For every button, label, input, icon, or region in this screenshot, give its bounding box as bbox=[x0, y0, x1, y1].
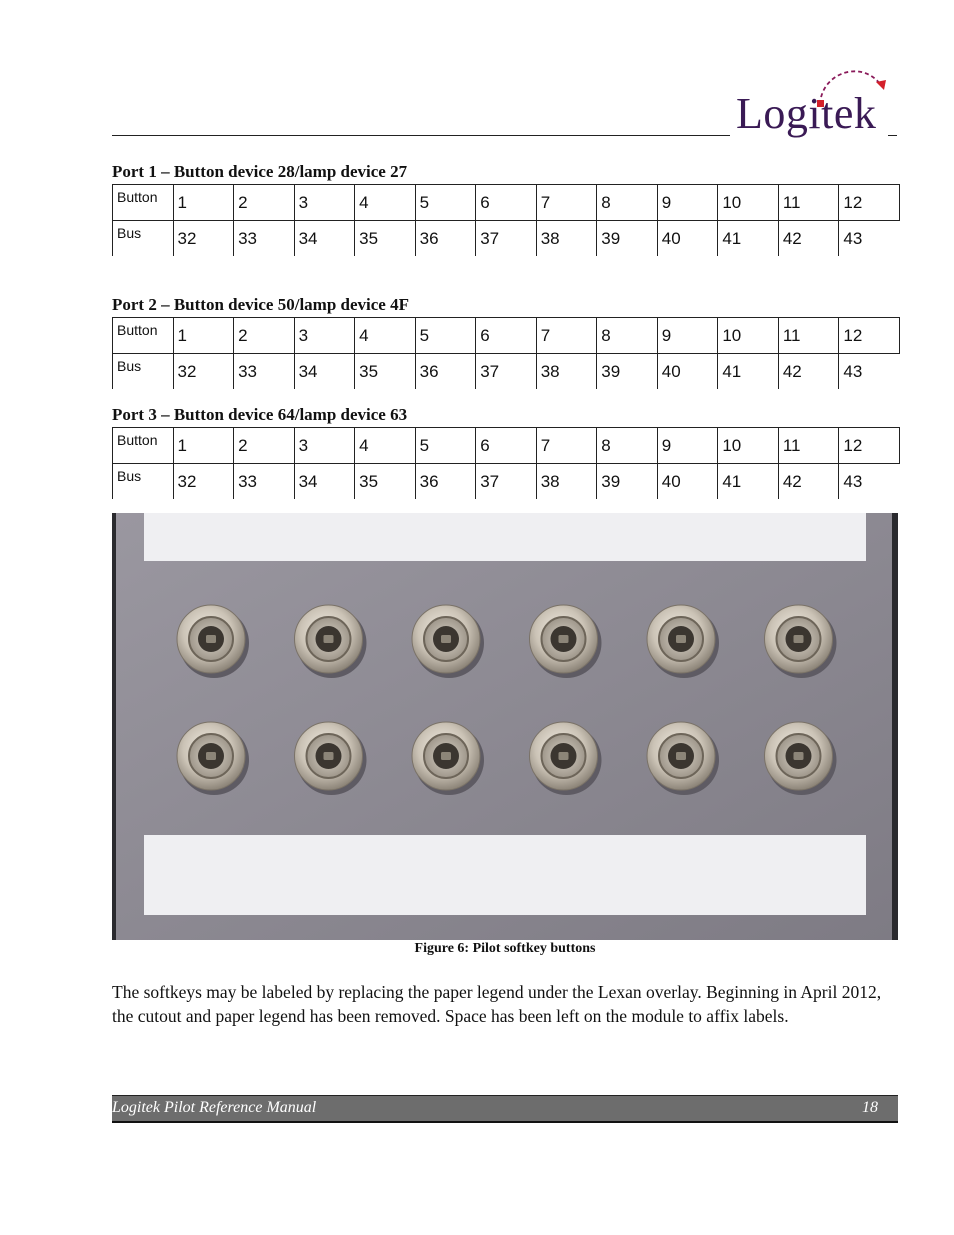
bus-cell: 38 bbox=[536, 221, 597, 257]
row-label-button: Button bbox=[113, 428, 174, 464]
button-cell: 5 bbox=[415, 185, 476, 221]
button-cell: 10 bbox=[718, 428, 779, 464]
bus-cell: 34 bbox=[294, 464, 355, 500]
button-cell: 2 bbox=[234, 428, 295, 464]
legend-strip-bottom bbox=[144, 835, 866, 915]
button-cell: 5 bbox=[415, 318, 476, 354]
bus-cell: 35 bbox=[355, 221, 416, 257]
button-cell: 5 bbox=[415, 428, 476, 464]
bus-cell: 32 bbox=[173, 354, 234, 390]
button-cell: 11 bbox=[778, 185, 839, 221]
button-cell: 11 bbox=[778, 318, 839, 354]
bus-cell: 40 bbox=[657, 354, 718, 390]
row-label-bus: Bus bbox=[113, 221, 174, 257]
bus-cell: 41 bbox=[718, 354, 779, 390]
table-row-button bbox=[113, 318, 900, 354]
legend-strip-top bbox=[144, 513, 866, 561]
row-label-bus: Bus bbox=[113, 354, 174, 390]
button-cell: 12 bbox=[839, 185, 900, 221]
bus-cell: 36 bbox=[415, 354, 476, 390]
button-cell: 1 bbox=[173, 185, 234, 221]
bus-cell: 39 bbox=[597, 221, 658, 257]
button-cell: 4 bbox=[355, 185, 416, 221]
body-paragraph: The softkeys may be labeled by replacing the paper legend under the Lexan overlay. Beginning in April 2012, the cutout and paper legend has been removed. Space has been left on the module to affix labels. bbox=[112, 982, 882, 1026]
button-cell: 10 bbox=[718, 185, 779, 221]
bus-cell: 36 bbox=[415, 221, 476, 257]
button-cell: 9 bbox=[657, 428, 718, 464]
button-cell: 3 bbox=[294, 318, 355, 354]
button-cell: 7 bbox=[536, 185, 597, 221]
page-number: 18 bbox=[862, 1099, 878, 1116]
button-cell: 8 bbox=[597, 185, 658, 221]
bus-cell: 35 bbox=[355, 354, 416, 390]
table-row-button bbox=[113, 428, 900, 464]
logitek-logo bbox=[732, 62, 902, 146]
bus-cell: 39 bbox=[597, 464, 658, 500]
bus-cell: 32 bbox=[173, 464, 234, 500]
bus-cell: 43 bbox=[839, 354, 900, 390]
button-cell: 11 bbox=[778, 428, 839, 464]
bus-cell: 39 bbox=[597, 354, 658, 390]
logo-text: Logitek bbox=[736, 89, 877, 138]
bus-cell: 42 bbox=[778, 354, 839, 390]
row-label-button: Button bbox=[113, 185, 174, 221]
softkey-panel-photo bbox=[112, 513, 898, 940]
button-cell: 9 bbox=[657, 318, 718, 354]
bus-cell: 41 bbox=[718, 464, 779, 500]
figure-caption: Figure 6: Pilot softkey buttons bbox=[414, 941, 596, 956]
table-row-button bbox=[113, 185, 900, 221]
port-1-title: Port 1 – Button device 28/lamp device 27 bbox=[112, 162, 408, 181]
bus-cell: 37 bbox=[476, 354, 537, 390]
bus-cell: 40 bbox=[657, 221, 718, 257]
port-3-table bbox=[112, 427, 900, 499]
button-cell: 1 bbox=[173, 318, 234, 354]
button-cell: 6 bbox=[476, 185, 537, 221]
bus-cell: 40 bbox=[657, 464, 718, 500]
button-cell: 3 bbox=[294, 428, 355, 464]
table-row-bus bbox=[113, 221, 900, 257]
button-cell: 3 bbox=[294, 185, 355, 221]
button-cell: 4 bbox=[355, 428, 416, 464]
bus-cell: 36 bbox=[415, 464, 476, 500]
button-cell: 12 bbox=[839, 318, 900, 354]
bus-cell: 38 bbox=[536, 464, 597, 500]
header-rule bbox=[112, 135, 730, 136]
row-label-bus: Bus bbox=[113, 464, 174, 500]
footer-title: Logitek Pilot Reference Manual bbox=[112, 1099, 317, 1116]
bus-cell: 41 bbox=[718, 221, 779, 257]
bus-cell: 42 bbox=[778, 221, 839, 257]
row-label-button: Button bbox=[113, 318, 174, 354]
bus-cell: 33 bbox=[234, 464, 295, 500]
port-1-table bbox=[112, 184, 900, 256]
bus-cell: 38 bbox=[536, 354, 597, 390]
button-cell: 7 bbox=[536, 428, 597, 464]
button-cell: 1 bbox=[173, 428, 234, 464]
bus-cell: 43 bbox=[839, 464, 900, 500]
table-row-bus bbox=[113, 354, 900, 390]
button-cell: 12 bbox=[839, 428, 900, 464]
button-cell: 4 bbox=[355, 318, 416, 354]
footer-bar bbox=[112, 1095, 898, 1123]
button-cell: 2 bbox=[234, 185, 295, 221]
button-cell: 6 bbox=[476, 318, 537, 354]
port-2-table bbox=[112, 317, 900, 389]
button-cell: 6 bbox=[476, 428, 537, 464]
button-cell: 9 bbox=[657, 185, 718, 221]
button-cell: 10 bbox=[718, 318, 779, 354]
bus-cell: 33 bbox=[234, 354, 295, 390]
button-cell: 2 bbox=[234, 318, 295, 354]
softkey-panel-illustration bbox=[112, 513, 898, 940]
bus-cell: 34 bbox=[294, 354, 355, 390]
button-cell: 8 bbox=[597, 318, 658, 354]
table-row-bus bbox=[113, 464, 900, 500]
bus-cell: 37 bbox=[476, 464, 537, 500]
bus-cell: 34 bbox=[294, 221, 355, 257]
button-cell: 7 bbox=[536, 318, 597, 354]
bus-cell: 43 bbox=[839, 221, 900, 257]
bus-cell: 35 bbox=[355, 464, 416, 500]
bus-cell: 32 bbox=[173, 221, 234, 257]
port-3-title: Port 3 – Button device 64/lamp device 63 bbox=[112, 405, 408, 424]
bus-cell: 33 bbox=[234, 221, 295, 257]
button-cell: 8 bbox=[597, 428, 658, 464]
bus-cell: 42 bbox=[778, 464, 839, 500]
bus-cell: 37 bbox=[476, 221, 537, 257]
port-2-title: Port 2 – Button device 50/lamp device 4F bbox=[112, 295, 409, 314]
